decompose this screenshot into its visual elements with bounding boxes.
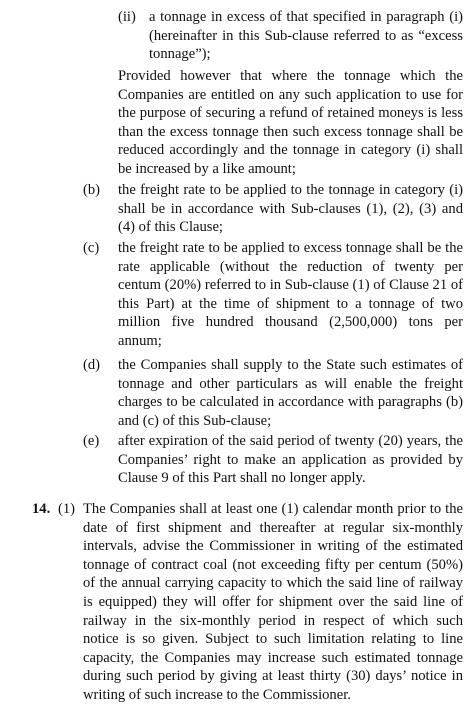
clause-14-subclause-label: (1) [58,501,76,517]
paragraph-e-text: after expiration of the said period of twenty (20) years, the Companies’ right to make an application as provided by Clause 9 of this Part shall no longer apply. [118,433,463,487]
paragraph-b-text: the freight rate to be applied to the tonnage in category (i) shall be in accordance with Sub-clauses (1), (2), (3) and (4) of this Clause; [118,182,463,236]
paragraph-e-label: (e) [83,433,100,449]
paragraph-d-text: the Companies shall supply to the State such estimates of tonnage and other particulars as will enable the freight charges to be calculated in accordance with paragraphs (b) and (c) of this Sub-clause; [118,357,463,429]
paragraph-c-text: the freight rate to be applied to excess tonnage shall be the rate applicable (without the reduction of twenty per centum (20%) referred to in Sub-clause (1) of Clause 21 of this Part) at the time of shipment to a tonnage of two million five hundred thousand (2,500,000) tons per annum; [118,240,463,349]
item-ii-text: a tonnage in excess of that specified in paragraph (i) (hereinafter in this Sub-clause referred to as “excess tonnage”); [149,9,463,63]
clause-14-text: The Companies shall at least one (1) calendar month prior to the date of first shipment and thereafter at regular six-monthly intervals, advise the Commissioner in writing of the estimated tonnage of contract coal (not exceeding fifty per centum (50%) of the annual carrying capacity to which the said line of railway is equipped) they will offer for shipment over the said line of railway in the six-monthly period in respect of which such notice is so given. Subject to such limitation relating to line capacity, the Companies may increase such estimated tonnage during such period by giving at least thirty (30) days’ notice in writing of such increase to the Commissioner. [83,501,463,703]
paragraph-d-label: (d) [83,357,101,373]
item-ii-label: (ii) [118,9,136,25]
paragraph-c-label: (c) [83,240,100,256]
clause-14-number: 14. [32,501,51,517]
proviso-text: Provided however that where the tonnage which the Companies are entitled on any such application to use for the purpose of securing a refund of retained moneys is less than the excess tonnage then such excess tonnage shall be reduced accordingly and the tonnage in category (i) shall be increased by a like amount; [118,68,463,177]
paragraph-b-label: (b) [83,182,101,198]
